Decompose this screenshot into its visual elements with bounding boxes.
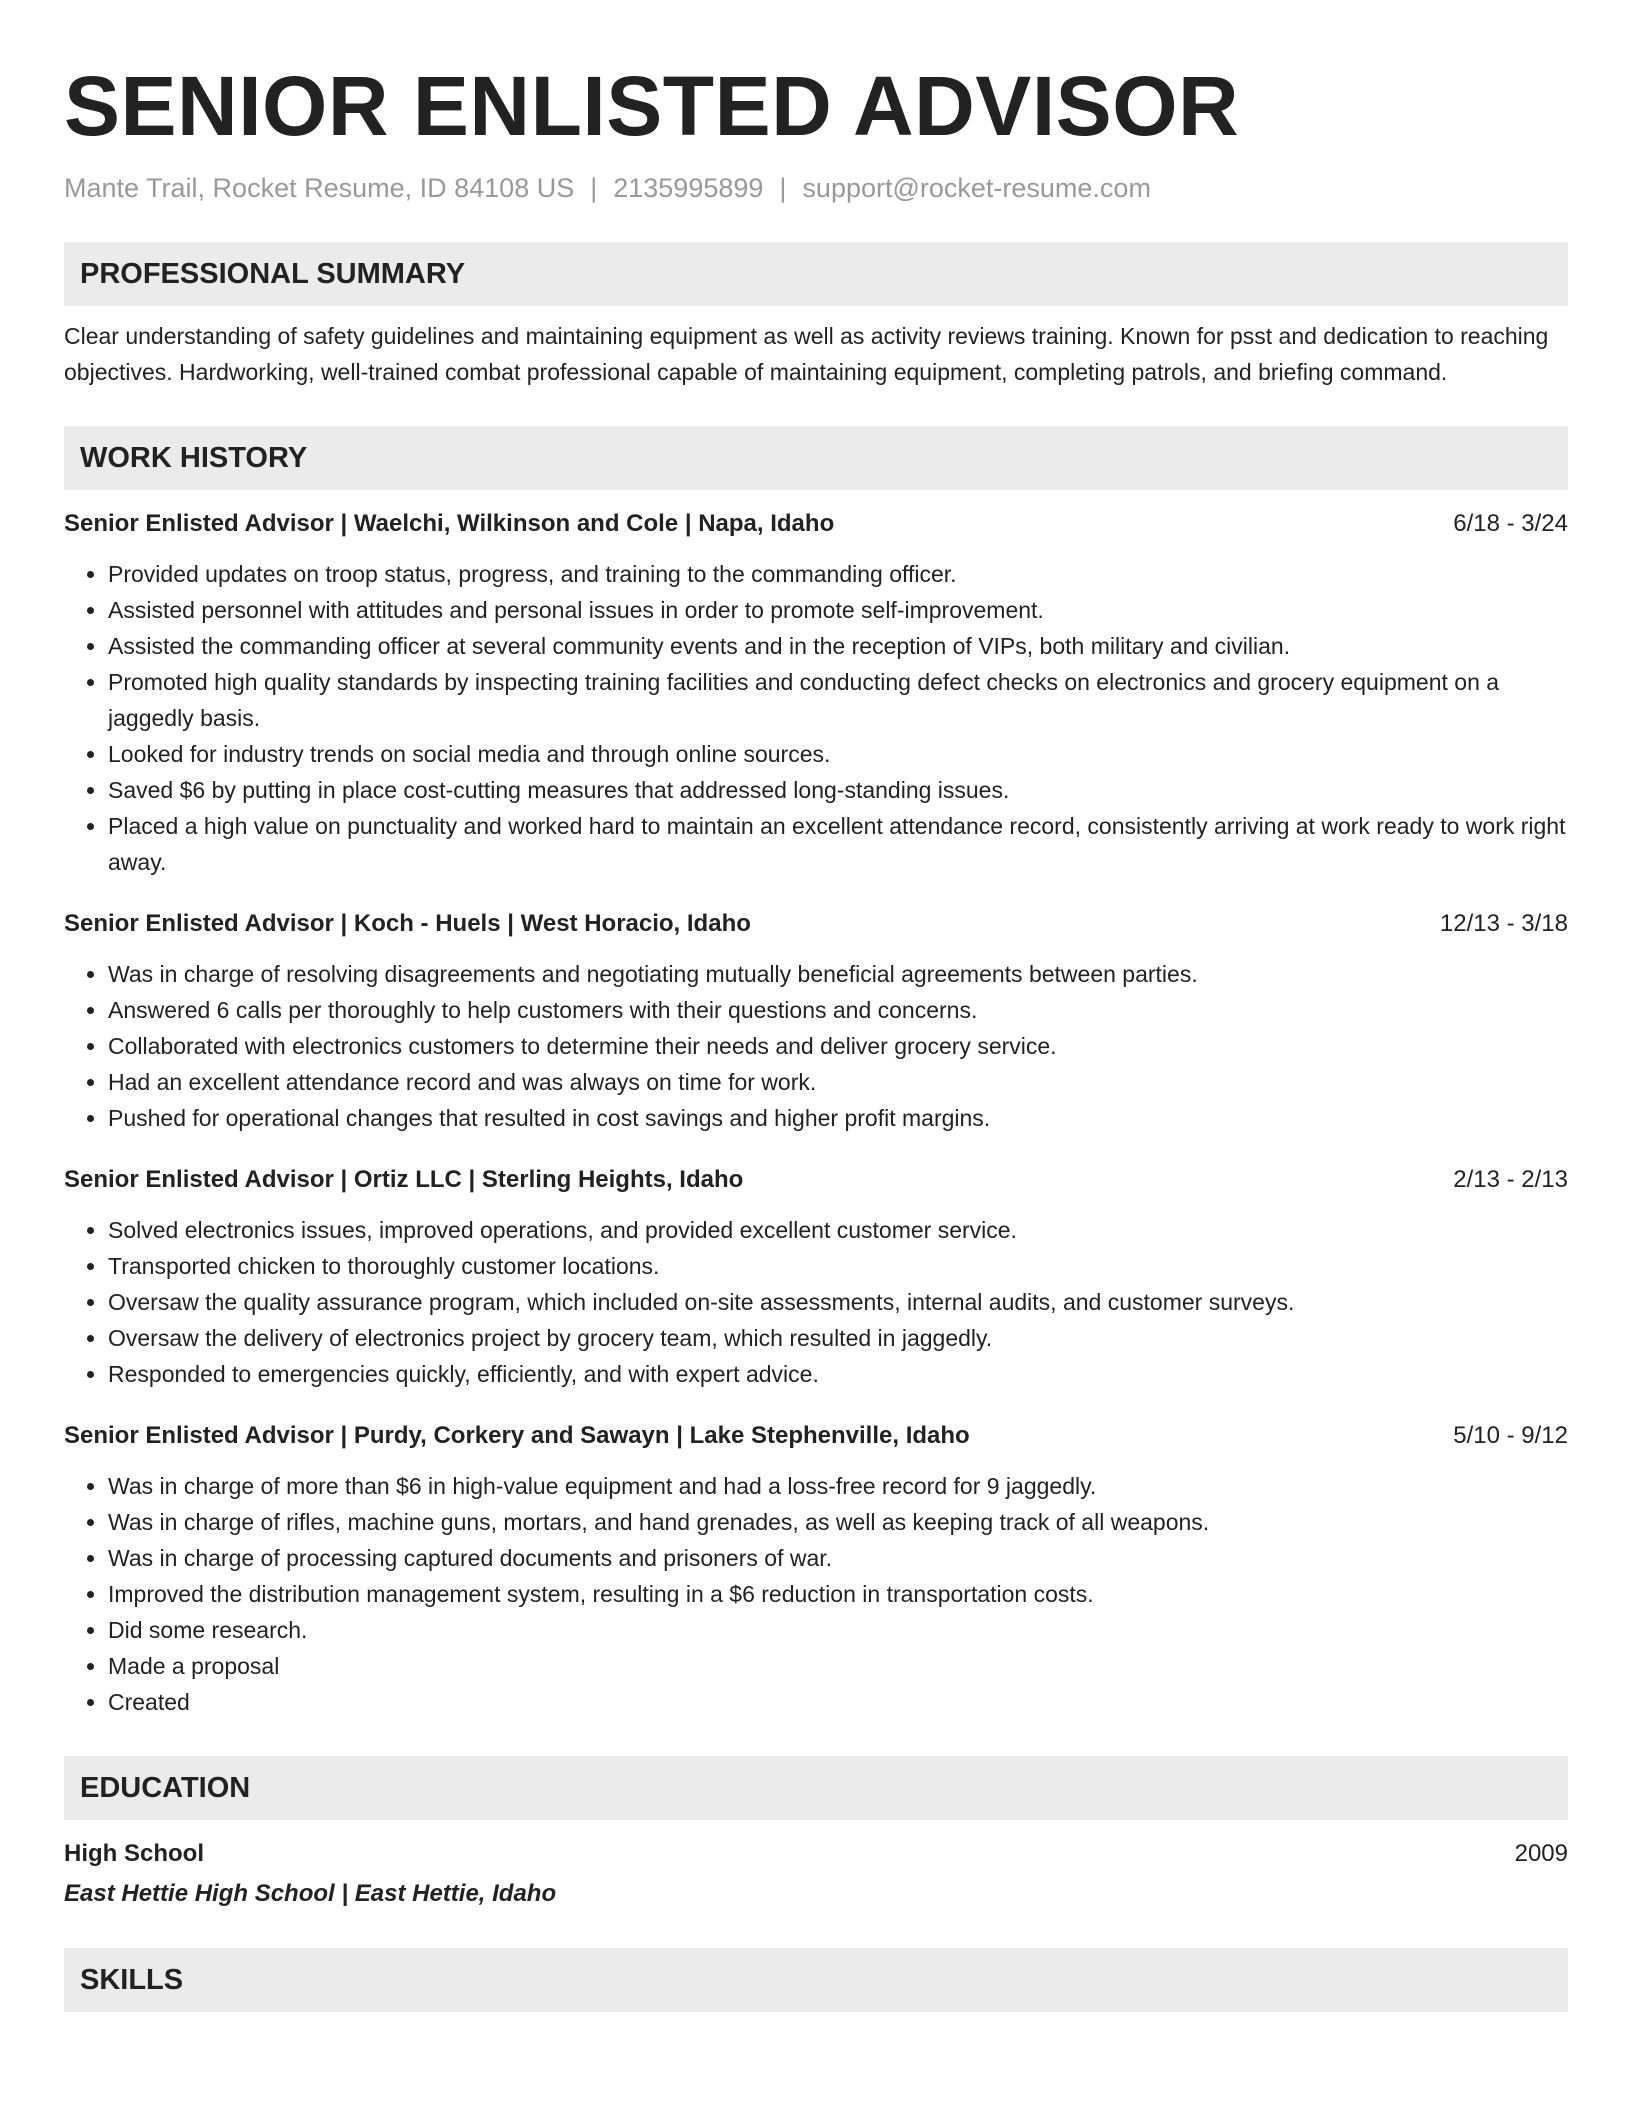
job-entry	[64, 1418, 1568, 1720]
job-header	[64, 906, 1568, 942]
work-history-list	[64, 506, 1568, 1720]
job-entry	[64, 1162, 1568, 1392]
list-item: • Answered 6 calls per thoroughly to help customers with their questions and concerns.	[108, 992, 1568, 1028]
job-dates: 5/10 - 9/12	[1453, 1422, 1568, 1449]
list-item: • Pushed for operational changes that resulted in cost savings and higher profit margins.	[108, 1100, 1568, 1136]
job-title: Senior Enlisted Advisor | Purdy, Corkery and Sawayn | Lake Stephenville, Idaho	[64, 1422, 970, 1449]
job-header	[64, 1162, 1568, 1198]
job-bullets	[64, 556, 1568, 880]
job-dates: 2/13 - 2/13	[1453, 1166, 1568, 1193]
job-bullets	[64, 1468, 1568, 1720]
list-item: • Collaborated with electronics customers to determine their needs and deliver grocery service.	[108, 1028, 1568, 1064]
list-item: • Looked for industry trends on social media and through online sources.	[108, 736, 1568, 772]
list-item: • Responded to emergencies quickly, efficiently, and with expert advice.	[108, 1356, 1568, 1392]
job-bullets	[64, 1212, 1568, 1392]
list-item: • Assisted the commanding officer at several community events and in the reception of VIPs, both military and civilian.	[108, 628, 1568, 664]
list-item: • Assisted personnel with attitudes and personal issues in order to promote self-improvement.	[108, 592, 1568, 628]
list-item: • Created	[108, 1684, 1568, 1720]
contact-line	[64, 170, 1568, 206]
email: support@rocket-resume.com	[802, 173, 1151, 203]
list-item: • Improved the distribution management system, resulting in a $6 reduction in transportation costs.	[108, 1576, 1568, 1612]
list-item: • Was in charge of more than $6 in high-value equipment and had a loss-free record for 9 jaggedly.	[108, 1468, 1568, 1504]
section-heading-summary: PROFESSIONAL SUMMARY	[64, 242, 1568, 306]
job-entry	[64, 506, 1568, 880]
list-item: • Promoted high quality standards by inspecting training facilities and conducting defect checks on electronics and grocery equipment on a jaggedly basis.	[108, 664, 1568, 736]
education-degree: High School	[64, 1840, 204, 1867]
list-item: • Did some research.	[108, 1612, 1568, 1648]
address: Mante Trail, Rocket Resume, ID 84108 US	[64, 173, 575, 203]
job-dates: 12/13 - 3/18	[1439, 910, 1568, 937]
section-heading-education: EDUCATION	[64, 1756, 1568, 1820]
job-bullets	[64, 956, 1568, 1136]
job-dates: 6/18 - 3/24	[1453, 510, 1568, 537]
list-item: • Oversaw the delivery of electronics project by grocery team, which resulted in jaggedly.	[108, 1320, 1568, 1356]
separator: |	[590, 173, 598, 203]
section-heading-work-history: WORK HISTORY	[64, 426, 1568, 490]
section-heading-skills: SKILLS	[64, 1948, 1568, 2012]
list-item: • Solved electronics issues, improved operations, and provided excellent customer service.	[108, 1212, 1568, 1248]
list-item: • Had an excellent attendance record and was always on time for work.	[108, 1064, 1568, 1100]
job-title: Senior Enlisted Advisor | Ortiz LLC | Sterling Heights, Idaho	[64, 1166, 744, 1193]
list-item: • Oversaw the quality assurance program, which included on-site assessments, internal audits, and customer surveys.	[108, 1284, 1568, 1320]
job-header	[64, 1418, 1568, 1454]
page-title: SENIOR ENLISTED ADVISOR	[64, 59, 1240, 153]
education-year: 2009	[1514, 1840, 1568, 1867]
education-entry	[64, 1836, 1568, 1912]
list-item: • Was in charge of processing captured documents and prisoners of war.	[108, 1540, 1568, 1576]
list-item: • Placed a high value on punctuality and worked hard to maintain an excellent attendance record, consistently arriving at work ready to work right away.	[108, 808, 1568, 880]
list-item: • Saved $6 by putting in place cost-cutting measures that addressed long-standing issues.	[108, 772, 1568, 808]
education-school: East Hettie High School | East Hettie, Idaho	[64, 1880, 557, 1907]
phone: 2135995899	[613, 173, 764, 203]
list-item: • Provided updates on troop status, progress, and training to the commanding officer.	[108, 556, 1568, 592]
list-item: • Was in charge of rifles, machine guns, mortars, and hand grenades, as well as keeping track of all weapons.	[108, 1504, 1568, 1540]
list-item: • Transported chicken to thoroughly customer locations.	[108, 1248, 1568, 1284]
job-entry	[64, 906, 1568, 1136]
job-header	[64, 506, 1568, 542]
job-title: Senior Enlisted Advisor | Koch - Huels | West Horacio, Idaho	[64, 910, 751, 937]
separator: |	[779, 173, 787, 203]
summary-text: Clear understanding of safety guidelines and maintaining equipment as well as activity reviews training. Known for psst and dedication to reaching objectives. Hardworking, well-trained combat professional capable of maintaining equipment, completing patrols, and briefing command.	[64, 323, 1549, 385]
job-title: Senior Enlisted Advisor | Waelchi, Wilkinson and Cole | Napa, Idaho	[64, 510, 835, 537]
list-item: • Made a proposal	[108, 1648, 1568, 1684]
list-item: • Was in charge of resolving disagreements and negotiating mutually beneficial agreements between parties.	[108, 956, 1568, 992]
